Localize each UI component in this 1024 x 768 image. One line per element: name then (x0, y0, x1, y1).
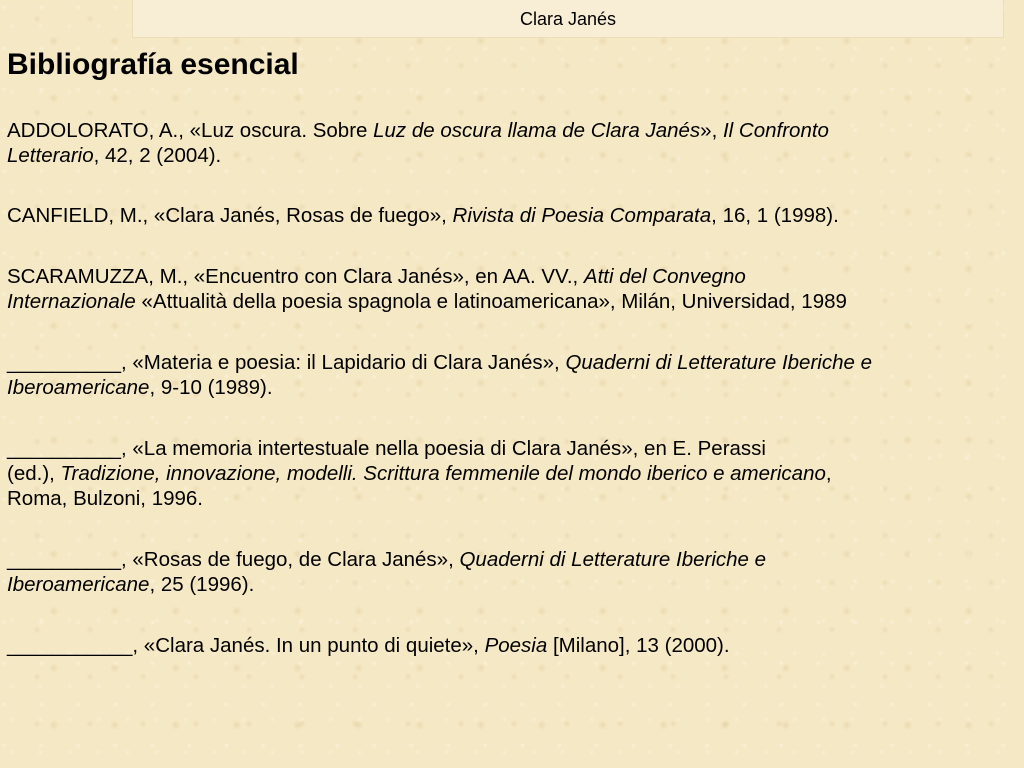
entry-text: __________, «La memoria intertestuale nella poesia di Clara Janés», en E. Perassi (7, 437, 766, 460)
entry-text: , 42, 2 (2004). (93, 144, 222, 167)
italic-text: Tradizione, innovazione, modelli. Scrittura femmenile del mondo iberico e americano (60, 462, 826, 485)
slide-title: Bibliografía esencial (7, 48, 299, 81)
entry-text: , (825, 462, 832, 485)
entry-text: , 25 (1996). (149, 573, 255, 596)
entry-text: [Milano], 13 (2000). (547, 634, 730, 657)
entry-text: __________, «Rosas de fuego, de Clara Janés», (7, 548, 460, 571)
italic-text: Internazionale (7, 290, 136, 313)
italic-text: Letterario (7, 144, 94, 167)
bibliography-entry (7, 436, 1007, 511)
entry-text: , 9-10 (1989). (149, 376, 273, 399)
bibliography-entry (7, 350, 1007, 400)
entry-text: SCARAMUZZA, M., «Encuentro con Clara Janés», en AA. VV., (7, 265, 584, 288)
italic-text: Il Confronto (722, 119, 829, 142)
bibliography-entry (7, 203, 1007, 228)
entry-text: Roma, Bulzoni, 1996. (7, 487, 204, 510)
entry-text: «Attualità della poesia spagnola e latinoamericana», Milán, Universidad, 1989 (135, 290, 847, 313)
italic-text: Iberoamericane (7, 376, 150, 399)
bibliography-entry (7, 633, 1007, 658)
bibliography-entry (7, 264, 1007, 314)
italic-text: Iberoamericane (7, 573, 150, 596)
entry-text: (ed.), (7, 462, 61, 485)
slide-header (133, 0, 1003, 37)
entry-text: ADDOLORATO, A., «Luz oscura. Sobre (7, 119, 374, 142)
entry-text: ___________, «Clara Janés. In un punto di quiete», (7, 634, 485, 657)
italic-text: Atti del Convegno (583, 265, 746, 288)
italic-text: Quaderni di Letterature Iberiche e (565, 351, 872, 374)
bibliography-entry (7, 547, 1007, 597)
entry-text: », (700, 119, 723, 142)
italic-text: Poesia (484, 634, 548, 657)
bibliography-entry (7, 118, 1007, 168)
italic-text: Luz de oscura llama de Clara Janés (373, 119, 701, 142)
entry-text: , 16, 1 (1998). (711, 204, 839, 227)
header-title: Clara Janés (519, 9, 617, 29)
italic-text: Rivista di Poesia Comparata (452, 204, 712, 227)
entry-text: CANFIELD, M., «Clara Janés, Rosas de fuego», (7, 204, 453, 227)
entry-text: __________, «Materia e poesia: il Lapidario di Clara Janés», (7, 351, 566, 374)
italic-text: Quaderni di Letterature Iberiche e (459, 548, 767, 571)
